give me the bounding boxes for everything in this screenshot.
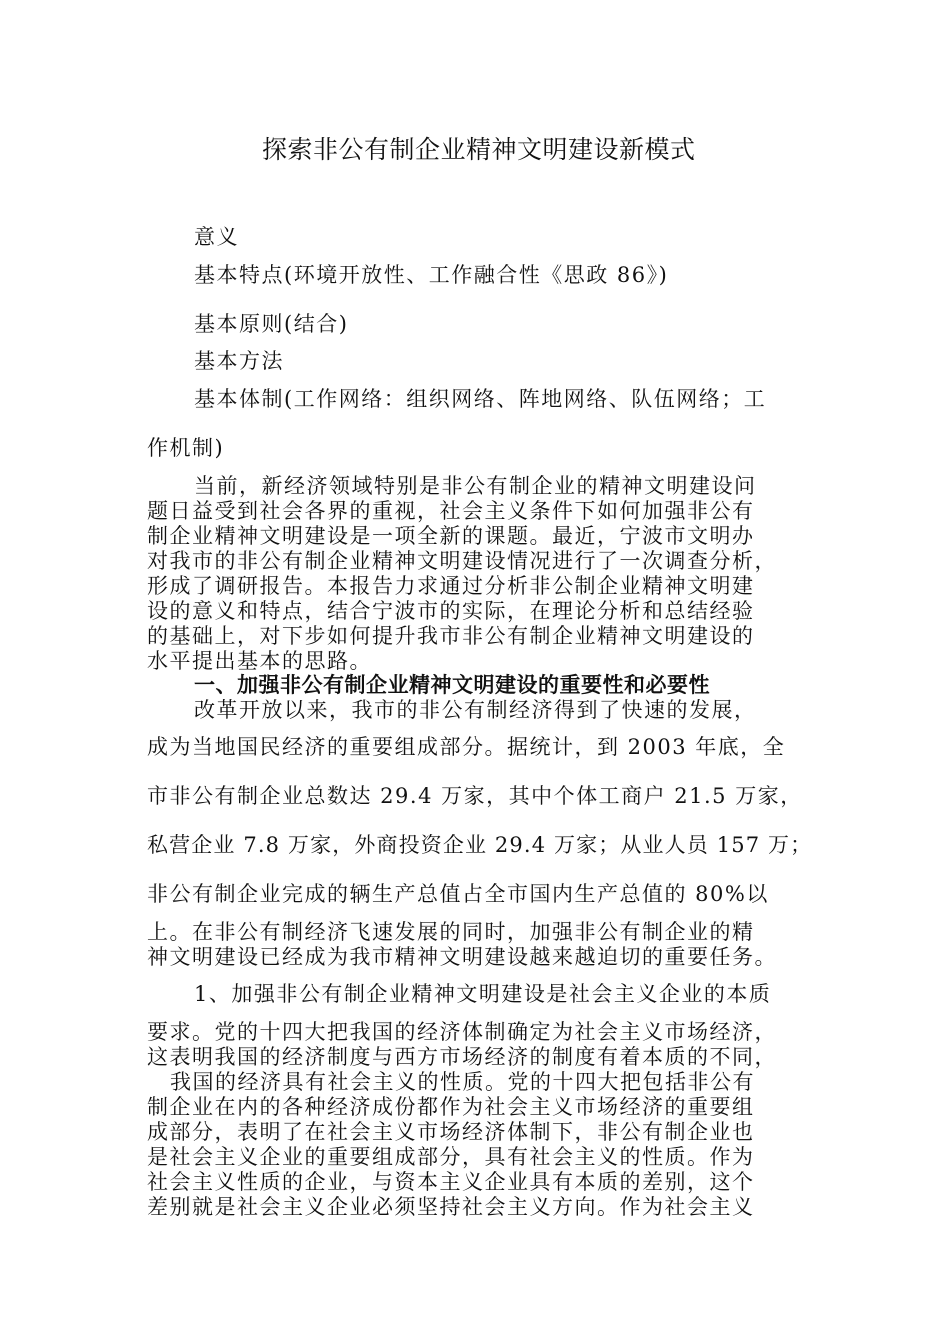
document-title: 探索非公有制企业精神文明建设新模式 xyxy=(262,135,696,164)
intro-line: 形成了调研报告。本报告力求通过分析非公制企业精神文明建 xyxy=(147,574,755,598)
intro-line: 设的意义和特点，结合宁波市的实际，在理论分析和总结经验 xyxy=(147,599,755,623)
section-heading: 一、加强非公有制企业精神文明建设的重要性和必要性 xyxy=(194,673,710,697)
section1-line: 神文明建设已经成为我市精神文明建设越来越迫切的重要任务。 xyxy=(147,945,777,969)
intro-line: 对我市的非公有制企业精神文明建设情况进行了一次调查分析， xyxy=(147,549,777,573)
intro-line: 水平提出基本的思路。 xyxy=(147,649,372,673)
point1-line: 这表明我国的经济制度与西方市场经济的制度有着本质的不同， xyxy=(147,1045,777,1069)
intro-line: 当前，新经济领域特别是非公有制企业的精神文明建设问 xyxy=(194,474,757,498)
outline-meaning: 意义 xyxy=(194,225,239,249)
point1-line: 要求。党的十四大把我国的经济体制确定为社会主义市场经济， xyxy=(147,1020,777,1044)
section1-line: 非公有制企业完成的辆生产总值占全市国内生产总值的 80%以 xyxy=(147,882,769,906)
point1-line: 1、加强非公有制企业精神文明建设是社会主义企业的本质 xyxy=(194,982,772,1006)
intro-line: 制企业精神文明建设是一项全新的课题。最近，宁波市文明办 xyxy=(147,524,755,548)
section1-line: 市非公有制企业总数达 29.4 万家，其中个体工商户 21.5 万家， xyxy=(147,784,803,808)
section1-line: 改革开放以来，我市的非公有制经济得到了快速的发展， xyxy=(194,698,757,722)
point1-line: 成部分，表明了在社会主义市场经济体制下，非公有制企业也 xyxy=(147,1120,755,1144)
outline-system-line: 基本体制(工作网络：组织网络、阵地网络、队伍网络；工 xyxy=(194,387,767,411)
intro-line: 题日益受到社会各界的重视，社会主义条件下如何加强非公有 xyxy=(147,499,755,523)
section1-line: 成为当地国民经济的重要组成部分。据统计，到 2003 年底，全 xyxy=(147,735,786,759)
outline-features: 基本特点(环境开放性、工作融合性《思政 86》) xyxy=(194,263,669,287)
point1-line: 我国的经济具有社会主义的性质。党的十四大把包括非公有 xyxy=(170,1070,755,1094)
point1-line: 是社会主义企业的重要组成部分，具有社会主义的性质。作为 xyxy=(147,1145,755,1169)
point1-line: 制企业在内的各种经济成份都作为社会主义市场经济的重要组 xyxy=(147,1095,755,1119)
point1-line: 社会主义性质的企业，与资本主义企业具有本质的差别，这个 xyxy=(147,1170,755,1194)
outline-principles: 基本原则(结合) xyxy=(194,312,349,336)
section1-line: 上。在非公有制经济飞速发展的同时，加强非公有制企业的精 xyxy=(147,920,755,944)
outline-system-line: 作机制) xyxy=(147,436,225,460)
section1-line: 私营企业 7.8 万家，外商投资企业 29.4 万家；从业人员 157 万； xyxy=(147,833,813,857)
intro-line: 的基础上，对下步如何提升我市非公有制企业精神文明建设的 xyxy=(147,624,755,648)
outline-methods: 基本方法 xyxy=(194,349,284,373)
point1-line: 差别就是社会主义企业必须坚持社会主义方向。作为社会主义 xyxy=(147,1195,755,1219)
